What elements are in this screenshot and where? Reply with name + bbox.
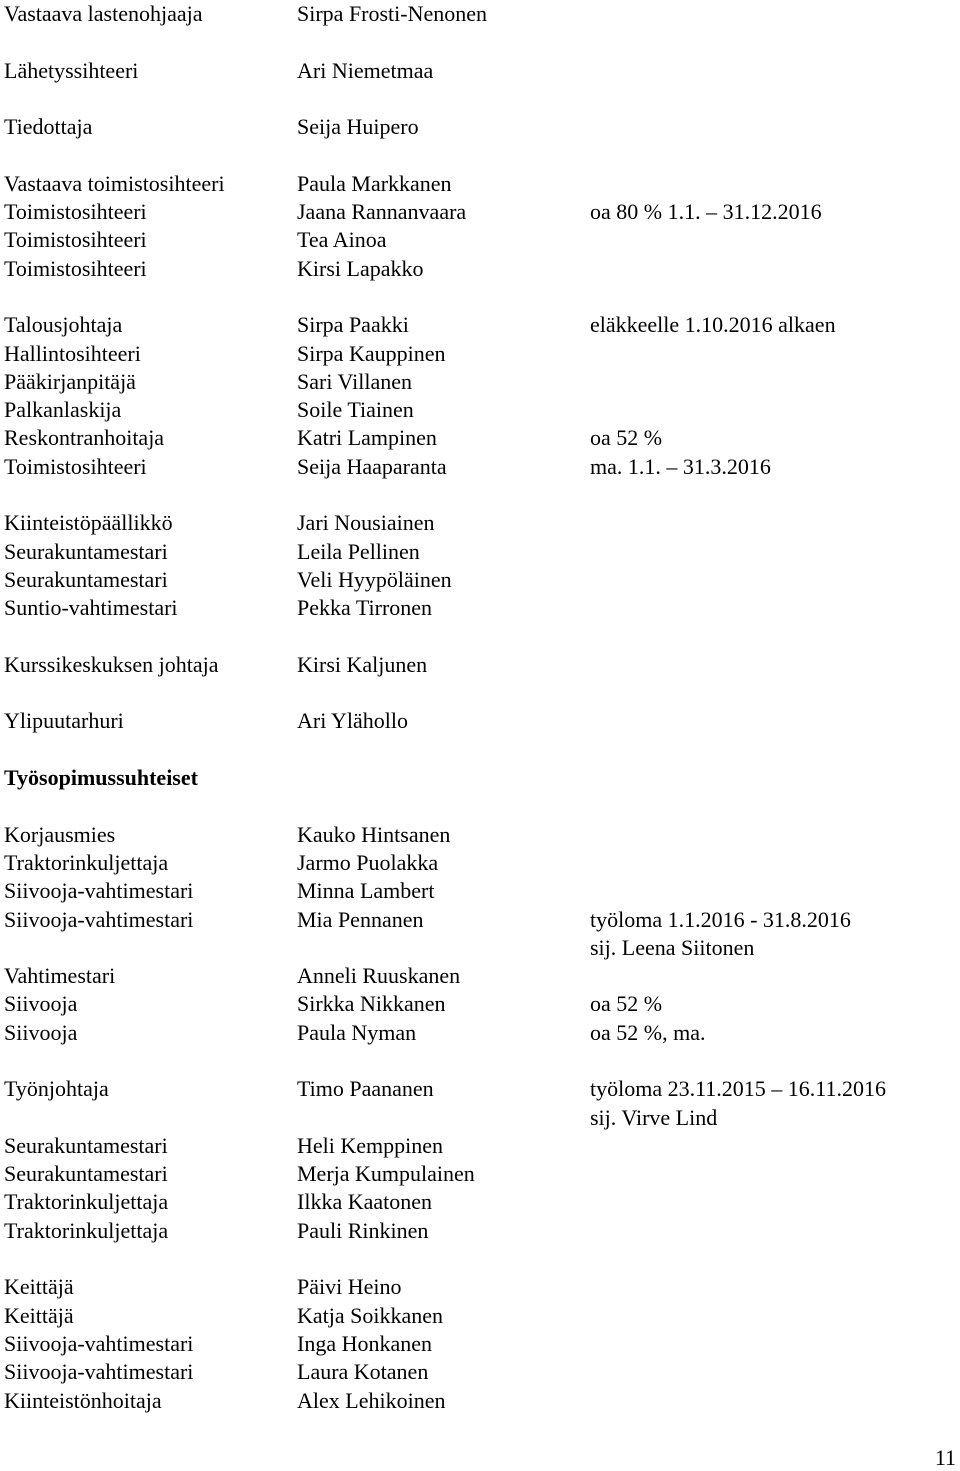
staff-row [4,566,954,594]
staff-row [4,1330,954,1358]
staff-row [4,1160,954,1188]
job-title: Toimistosihteeri [4,255,147,281]
blank-line [4,481,954,509]
job-title: Pääkirjanpitäjä [4,368,136,394]
person-name: Kirsi Kaljunen [297,651,428,677]
person-name: Seija Haaparanta [297,453,447,479]
person-name: Kirsi Lapakko [297,255,424,281]
person-name: Minna Lambert [297,878,435,904]
job-title: Toimistosihteeri [4,453,147,479]
staff-row [4,906,954,934]
staff-row [4,877,954,905]
staff-row [4,1075,954,1103]
job-title: Traktorinkuljettaja [4,849,169,875]
person-name: Kauko Hintsanen [297,821,451,847]
staff-row [4,424,954,452]
section-heading-tyosopimussuhteiset: Työsopimussuhteiset [4,765,198,791]
staff-row [4,453,954,481]
job-title: Tiedottaja [4,114,93,140]
job-title: Kiinteistöpäällikkö [4,510,173,536]
job-title: Vastaava toimistosihteeri [4,170,225,196]
job-title: Siivooja-vahtimestari [4,1359,194,1385]
person-name: Veli Hyypöläinen [297,566,452,592]
blank-line [4,1245,954,1273]
employment-note: eläkkeelle 1.10.2016 alkaen [590,312,836,338]
staff-row [4,849,954,877]
staff-row [4,0,954,28]
page-number: 11 [934,1445,956,1470]
person-name: Mia Pennanen [297,906,424,932]
staff-row [4,538,954,566]
person-name: Sari Villanen [297,368,412,394]
job-title: Hallintosihteeri [4,340,141,366]
job-title: Siivooja-vahtimestari [4,1330,194,1356]
staff-row [4,1273,954,1301]
staff-row [4,1019,954,1047]
job-title: Palkanlaskija [4,397,122,423]
job-title: Vahtimestari [4,963,116,989]
job-title: Kiinteistönhoitaja [4,1387,162,1413]
staff-row [4,1132,954,1160]
staff-row [4,340,954,368]
employment-note: oa 52 % [590,425,663,451]
staff-list-section-a [4,0,954,764]
person-name: Ari Ylähollo [297,708,408,734]
employment-note: oa 80 % 1.1. – 31.12.2016 [590,199,822,225]
blank-line [4,283,954,311]
staff-row [4,1188,954,1216]
blank-line [4,736,954,764]
job-title: Ylipuutarhuri [4,708,124,734]
blank-line [4,141,954,169]
person-name: Katja Soikkanen [297,1302,444,1328]
person-name: Pekka Tirronen [297,595,433,621]
employment-note: sij. Leena Siitonen [590,934,755,960]
person-name: Jaana Rannanvaara [297,199,467,225]
staff-row [4,198,954,226]
person-name: Pauli Rinkinen [297,1217,429,1243]
person-name: Timo Paananen [297,1076,434,1102]
job-title: Toimistosihteeri [4,199,147,225]
person-name: Ari Niemetmaa [297,57,434,83]
employment-note: työloma 1.1.2016 - 31.8.2016 [590,906,851,932]
person-name: Sirpa Kauppinen [297,340,446,366]
job-title: Keittäjä [4,1302,74,1328]
employment-note: ma. 1.1. – 31.3.2016 [590,453,771,479]
staff-row [4,1104,954,1132]
job-title: Seurakuntamestari [4,566,168,592]
job-title: Keittäjä [4,1274,74,1300]
staff-row [4,113,954,141]
person-name: Anneli Ruuskanen [297,963,461,989]
person-name: Paula Markkanen [297,170,452,196]
job-title: Vastaava lastenohjaaja [4,1,203,26]
staff-row [4,707,954,735]
job-title: Kurssikeskuksen johtaja [4,651,219,677]
blank-line [4,679,954,707]
person-name: Ilkka Kaatonen [297,1189,432,1215]
staff-row [4,255,954,283]
person-name: Jarmo Puolakka [297,849,439,875]
person-name: Sirpa Frosti-Nenonen [297,1,488,26]
staff-row [4,509,954,537]
person-name: Päivi Heino [297,1274,402,1300]
person-name: Heli Kemppinen [297,1132,444,1158]
staff-row [4,990,954,1018]
job-title: Seurakuntamestari [4,1132,168,1158]
person-name: Tea Ainoa [297,227,387,253]
job-title: Suntio-vahtimestari [4,595,178,621]
job-title: Talousjohtaja [4,312,123,338]
staff-row [4,396,954,424]
person-name: Seija Huipero [297,114,419,140]
staff-row [4,821,954,849]
job-title: Työnjohtaja [4,1076,109,1102]
staff-row [4,170,954,198]
person-name: Sirpa Paakki [297,312,409,338]
job-title: Siivooja [4,991,78,1017]
staff-row [4,1217,954,1245]
blank-line [4,1047,954,1075]
staff-row [4,1302,954,1330]
person-name: Inga Honkanen [297,1330,433,1356]
job-title: Reskontranhoitaja [4,425,165,451]
job-title: Siivooja-vahtimestari [4,906,194,932]
staff-row [4,311,954,339]
person-name: Soile Tiainen [297,397,414,423]
staff-row [4,57,954,85]
blank-line [4,85,954,113]
person-name: Laura Kotanen [297,1359,429,1385]
employment-note: työloma 23.11.2015 – 16.11.2016 [590,1076,886,1102]
person-name: Alex Lehikoinen [297,1387,446,1413]
staff-row [4,1387,954,1415]
job-title: Siivooja [4,1019,78,1045]
person-name: Jari Nousiainen [297,510,435,536]
job-title: Lähetyssihteeri [4,57,139,83]
staff-row [4,226,954,254]
person-name: Paula Nyman [297,1019,417,1045]
blank-line [4,623,954,651]
job-title: Seurakuntamestari [4,1161,168,1187]
job-title: Toimistosihteeri [4,227,147,253]
staff-list-section-b [4,792,954,1415]
staff-list-page [4,0,954,1415]
staff-row [4,1358,954,1386]
person-name: Sirkka Nikkanen [297,991,446,1017]
job-title: Seurakuntamestari [4,538,168,564]
employment-note: sij. Virve Lind [590,1104,718,1130]
job-title: Korjausmies [4,821,116,847]
job-title: Siivooja-vahtimestari [4,878,194,904]
staff-row [4,962,954,990]
employment-note: oa 52 % [590,991,663,1017]
staff-row [4,934,954,962]
person-name: Merja Kumpulainen [297,1161,475,1187]
job-title: Traktorinkuljettaja [4,1189,169,1215]
person-name: Leila Pellinen [297,538,420,564]
staff-row [4,594,954,622]
person-name: Katri Lampinen [297,425,437,451]
job-title: Traktorinkuljettaja [4,1217,169,1243]
blank-line [4,792,954,820]
blank-line [4,28,954,56]
employment-note: oa 52 %, ma. [590,1019,706,1045]
staff-row [4,368,954,396]
staff-row [4,651,954,679]
